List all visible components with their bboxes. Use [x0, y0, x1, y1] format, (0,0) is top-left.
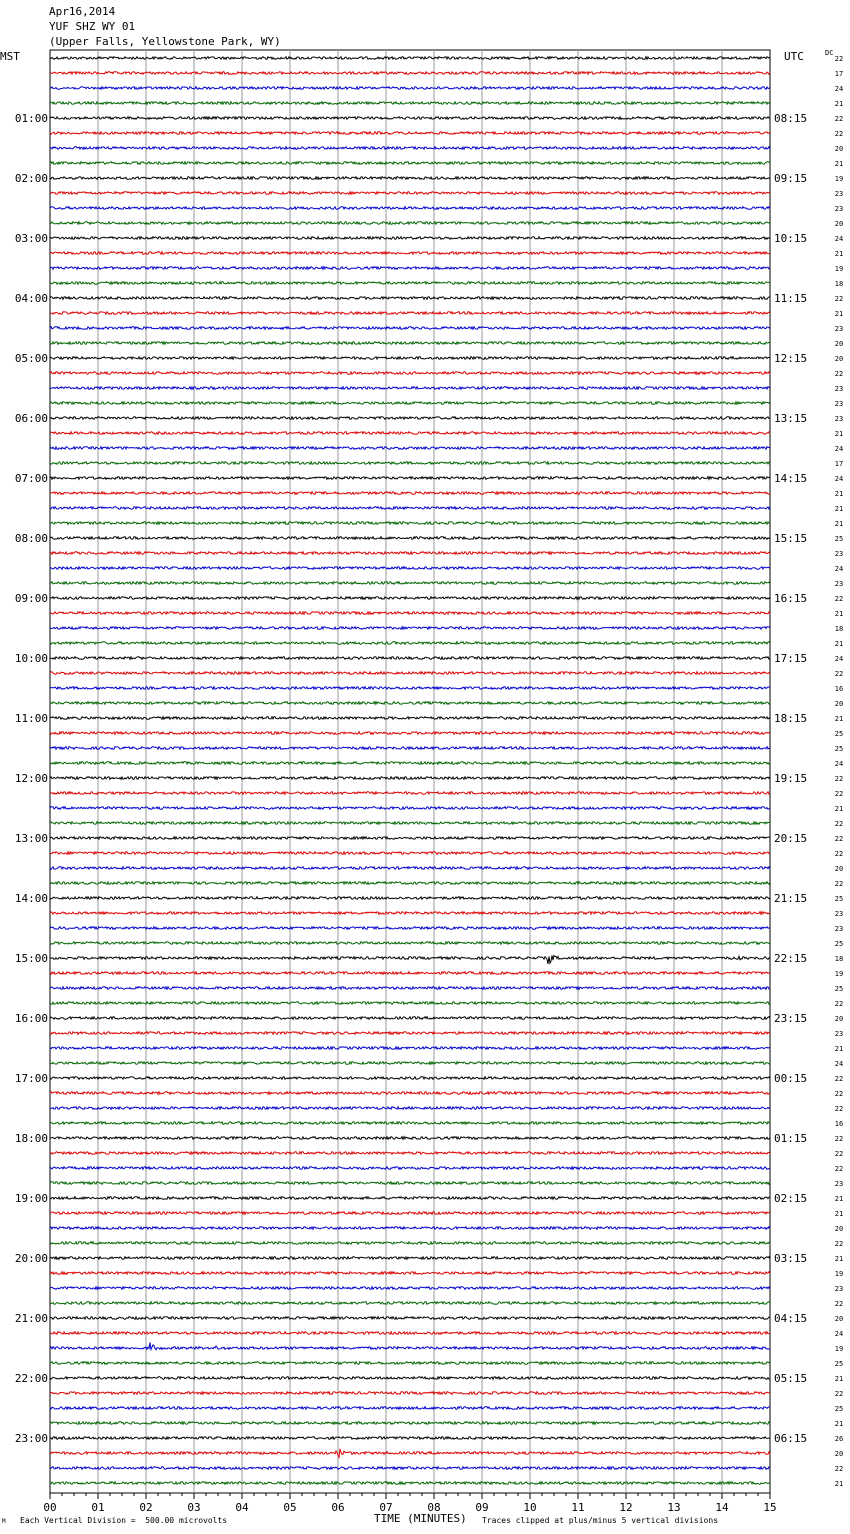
dc-offset-value: 21: [834, 1045, 844, 1053]
left-hour-label: 08:00: [14, 532, 48, 545]
dc-offset-value: 21: [834, 610, 844, 618]
right-hour-label: 00:15: [774, 1072, 808, 1085]
right-hour-label: 20:15: [774, 832, 808, 845]
dc-offset-value: 23: [834, 205, 844, 213]
dc-offset-value: 21: [834, 520, 844, 528]
seismic-trace: [50, 777, 770, 780]
seismic-trace: [50, 552, 770, 555]
seismic-trace: [50, 972, 770, 975]
dc-offset-value: 23: [834, 910, 844, 918]
seismic-trace: [50, 956, 770, 964]
seismic-trace: [50, 372, 770, 375]
right-hour-label: 05:15: [774, 1372, 808, 1385]
dc-offset-value: 22: [834, 115, 844, 123]
right-hour-label: 13:15: [774, 412, 808, 425]
dc-offset-value: 22: [834, 595, 844, 603]
dc-offset-value: 22: [834, 1090, 844, 1098]
seismic-trace: [50, 1482, 770, 1485]
seismic-trace: [50, 1392, 770, 1395]
dc-offset-value: 17: [834, 70, 844, 78]
dc-offset-value: 21: [834, 1195, 844, 1203]
seismic-trace: [50, 1302, 770, 1305]
x-tick-label: 02: [139, 1501, 153, 1514]
dc-offset-value: 24: [834, 1330, 844, 1338]
dc-offset-value: 22: [834, 790, 844, 798]
dc-offset-value: 22: [834, 295, 844, 303]
dc-offset-value: 24: [834, 655, 844, 663]
seismic-trace: [50, 1407, 770, 1410]
seismic-trace: [50, 1227, 770, 1230]
seismic-trace: [50, 282, 770, 285]
left-hour-label: 22:00: [14, 1372, 48, 1385]
right-hour-label: 01:15: [774, 1132, 808, 1145]
dc-offset-value: 25: [834, 730, 844, 738]
seismic-trace: [50, 1017, 770, 1020]
dc-offset-value: 22: [834, 1300, 844, 1308]
seismic-trace: [50, 1332, 770, 1335]
dc-offset-value: 23: [834, 415, 844, 423]
dc-offset-value: 19: [834, 175, 844, 183]
dc-offset-value: 23: [834, 385, 844, 393]
dc-offset-value: 20: [834, 700, 844, 708]
dc-offset-value: 25: [834, 985, 844, 993]
seismic-trace: [50, 567, 770, 570]
x-tick-label: 07: [379, 1501, 393, 1514]
right-hour-label: 17:15: [774, 652, 808, 665]
seismic-trace: [50, 1242, 770, 1245]
dc-offset-value: 23: [834, 1285, 844, 1293]
dc-offset-value: 25: [834, 940, 844, 948]
dc-offset-value: 24: [834, 85, 844, 93]
seismic-trace: [50, 1197, 770, 1200]
seismic-trace: [50, 327, 770, 330]
left-hour-label: 13:00: [14, 832, 48, 845]
seismic-trace: [50, 627, 770, 630]
right-hour-label: 16:15: [774, 592, 808, 605]
left-hour-label: 12:00: [14, 772, 48, 785]
dc-offset-value: 24: [834, 760, 844, 768]
right-hour-label: 08:15: [774, 112, 808, 125]
dc-offset-value: 21: [834, 715, 844, 723]
dc-offset-value: 26: [834, 1435, 844, 1443]
right-hour-label: 09:15: [774, 172, 808, 185]
seismic-trace: [50, 1077, 770, 1080]
dc-offset-value: 21: [834, 160, 844, 168]
seismic-trace: [50, 342, 770, 345]
left-hour-label: 01:00: [14, 112, 48, 125]
seismic-trace: [50, 417, 770, 420]
seismic-trace: [50, 822, 770, 825]
station-code: YUF SHZ WY 01: [49, 20, 136, 33]
x-tick-label: 15: [763, 1501, 777, 1514]
dc-offset-value: 19: [834, 1345, 844, 1353]
x-tick-label: 05: [283, 1501, 297, 1514]
dc-offset-value: 21: [834, 1480, 844, 1488]
seismic-trace: [50, 1467, 770, 1470]
clip-note: Traces clipped at plus/minus 5 vertical divisions: [482, 1516, 719, 1525]
dc-offset-value: 19: [834, 265, 844, 273]
dc-offset-value: 21: [834, 1375, 844, 1383]
dc-offset-value: 20: [834, 220, 844, 228]
seismic-trace: [50, 447, 770, 450]
dc-offset-value: 22: [834, 1150, 844, 1158]
seismic-trace: [50, 672, 770, 675]
right-hour-label: 03:15: [774, 1252, 808, 1265]
left-hour-label: 14:00: [14, 892, 48, 905]
dc-offset-value: 21: [834, 430, 844, 438]
dc-offset-value: 22: [834, 1165, 844, 1173]
seismic-trace: [50, 147, 770, 150]
left-hour-label: 05:00: [14, 352, 48, 365]
left-timezone-label: MST: [0, 50, 20, 63]
dc-offset-value: 24: [834, 445, 844, 453]
dc-offset-value: 20: [834, 1015, 844, 1023]
seismic-trace: [50, 927, 770, 930]
seismic-trace: [50, 1272, 770, 1275]
seismic-trace: [50, 57, 770, 60]
dc-offset-value: 21: [834, 1255, 844, 1263]
seismic-trace: [50, 387, 770, 390]
dc-offset-value: 24: [834, 235, 844, 243]
dc-offset-value: 23: [834, 580, 844, 588]
scale-note: Each Vertical Division = 500.00 microvolts: [20, 1516, 228, 1525]
dc-offset-value: 22: [834, 1000, 844, 1008]
x-tick-label: 08: [427, 1501, 441, 1514]
seismic-trace: [50, 867, 770, 870]
left-hour-label: 20:00: [14, 1252, 48, 1265]
dc-offset-value: 22: [834, 880, 844, 888]
right-timezone-label: UTC: [784, 50, 804, 63]
seismic-trace: [50, 1377, 770, 1380]
dc-offset-value: 23: [834, 325, 844, 333]
seismic-trace: [50, 237, 770, 240]
dc-offset-value: 19: [834, 970, 844, 978]
seismic-trace: [50, 897, 770, 900]
plot-date: Apr16,2014: [49, 5, 116, 18]
dc-offset-value: 21: [834, 805, 844, 813]
seismic-trace: [50, 1422, 770, 1425]
dc-offset-value: 22: [834, 1105, 844, 1113]
seismic-trace: [50, 762, 770, 765]
dc-offset-value: 21: [834, 310, 844, 318]
x-tick-label: 13: [667, 1501, 681, 1514]
left-hour-label: 19:00: [14, 1192, 48, 1205]
seismic-trace: [50, 162, 770, 165]
dc-offset-value: 25: [834, 535, 844, 543]
plot-frame: [50, 50, 770, 1493]
seismic-trace: [50, 72, 770, 75]
dc-offset-value: 22: [834, 1075, 844, 1083]
dc-offset-value: 25: [834, 1360, 844, 1368]
seismic-trace: [50, 747, 770, 750]
seismic-trace: [50, 132, 770, 135]
seismic-trace: [50, 207, 770, 210]
seismic-trace: [50, 732, 770, 735]
left-hour-label: 02:00: [14, 172, 48, 185]
seismic-trace: [50, 102, 770, 105]
seismic-trace: [50, 117, 770, 120]
right-hour-label: 10:15: [774, 232, 808, 245]
right-hour-label: 02:15: [774, 1192, 808, 1205]
dc-offset-value: 25: [834, 745, 844, 753]
dc-offset-value: 24: [834, 1060, 844, 1068]
left-hour-label: 09:00: [14, 592, 48, 605]
left-hour-label: 15:00: [14, 952, 48, 965]
dc-offset-value: 23: [834, 1030, 844, 1038]
left-hour-label: 11:00: [14, 712, 48, 725]
dc-offset-value: 22: [834, 1465, 844, 1473]
dc-offset-value: 22: [834, 775, 844, 783]
seismic-trace: [50, 1107, 770, 1110]
seismic-trace: [50, 1122, 770, 1125]
right-hour-label: 19:15: [774, 772, 808, 785]
seismic-trace: [50, 702, 770, 705]
right-hour-label: 15:15: [774, 532, 808, 545]
right-hour-label: 14:15: [774, 472, 808, 485]
seismic-trace: [50, 222, 770, 225]
seismic-trace: [50, 1182, 770, 1185]
dc-offset-value: 22: [834, 850, 844, 858]
seismic-trace: [50, 432, 770, 435]
dc-offset-label: DC: [825, 49, 834, 57]
right-hour-label: 22:15: [774, 952, 808, 965]
dc-offset-value: 21: [834, 505, 844, 513]
x-axis-label: TIME (MINUTES): [374, 1512, 467, 1525]
dc-offset-value: 18: [834, 955, 844, 963]
dc-offset-value: 23: [834, 1180, 844, 1188]
dc-offset-value: 18: [834, 625, 844, 633]
dc-offset-value: 22: [834, 820, 844, 828]
seismic-trace: [50, 1062, 770, 1065]
right-hour-label: 23:15: [774, 1012, 808, 1025]
seismic-trace: [50, 882, 770, 885]
seismic-trace: [50, 1212, 770, 1215]
corner-mark: M: [2, 1518, 6, 1525]
seismic-trace: [50, 1287, 770, 1290]
seismic-trace: [50, 987, 770, 990]
x-tick-label: 10: [523, 1501, 537, 1514]
seismic-trace: [50, 402, 770, 405]
seismic-trace: [50, 687, 770, 690]
x-tick-label: 09: [475, 1501, 489, 1514]
seismic-trace: [50, 1257, 770, 1260]
seismic-trace: [50, 1152, 770, 1155]
left-hour-label: 23:00: [14, 1432, 48, 1445]
dc-offset-value: 23: [834, 190, 844, 198]
right-hour-label: 11:15: [774, 292, 808, 305]
x-tick-label: 04: [235, 1501, 249, 1514]
dc-offset-value: 20: [834, 355, 844, 363]
x-tick-label: 06: [331, 1501, 345, 1514]
seismic-trace: [50, 1437, 770, 1440]
dc-offset-value: 25: [834, 895, 844, 903]
dc-offset-value: 18: [834, 280, 844, 288]
seismic-trace: [50, 1032, 770, 1035]
x-tick-label: 14: [715, 1501, 729, 1514]
dc-offset-value: 16: [834, 685, 844, 693]
seismic-trace: [50, 1362, 770, 1365]
right-hour-label: 18:15: [774, 712, 808, 725]
seismic-trace: [50, 357, 770, 360]
dc-offset-value: 21: [834, 1210, 844, 1218]
dc-offset-value: 20: [834, 1225, 844, 1233]
dc-offset-value: 19: [834, 1270, 844, 1278]
seismic-trace: [50, 1317, 770, 1320]
left-hour-label: 21:00: [14, 1312, 48, 1325]
dc-offset-value: 20: [834, 145, 844, 153]
seismic-trace: [50, 477, 770, 480]
dc-offset-value: 16: [834, 1120, 844, 1128]
x-tick-label: 12: [619, 1501, 633, 1514]
x-tick-label: 01: [91, 1501, 105, 1514]
seismic-trace: [50, 942, 770, 945]
dc-offset-value: 22: [834, 1135, 844, 1143]
seismic-trace: [50, 807, 770, 810]
dc-offset-value: 23: [834, 925, 844, 933]
dc-offset-value: 21: [834, 250, 844, 258]
seismic-trace: [50, 492, 770, 495]
seismic-trace: [50, 312, 770, 315]
seismic-trace: [50, 87, 770, 90]
dc-offset-value: 21: [834, 100, 844, 108]
seismic-trace: [50, 642, 770, 645]
seismic-trace: [50, 177, 770, 180]
left-hour-label: 17:00: [14, 1072, 48, 1085]
seismic-trace: [50, 507, 770, 510]
seismic-trace: [50, 1137, 770, 1140]
seismic-trace: [50, 537, 770, 540]
seismic-trace: [50, 462, 770, 465]
left-hour-label: 07:00: [14, 472, 48, 485]
seismic-trace: [50, 612, 770, 615]
dc-offset-value: 25: [834, 1405, 844, 1413]
seismic-trace: [50, 522, 770, 525]
x-tick-label: 11: [571, 1501, 585, 1514]
dc-offset-value: 22: [834, 55, 844, 63]
seismic-trace: [50, 192, 770, 195]
right-hour-label: 04:15: [774, 1312, 808, 1325]
seismic-trace: [50, 1449, 770, 1458]
seismic-trace: [50, 1002, 770, 1005]
left-hour-label: 16:00: [14, 1012, 48, 1025]
dc-offset-value: 23: [834, 400, 844, 408]
dc-offset-value: 22: [834, 670, 844, 678]
seismic-trace: [50, 297, 770, 300]
dc-offset-value: 20: [834, 1450, 844, 1458]
dc-offset-value: 20: [834, 865, 844, 873]
left-hour-label: 18:00: [14, 1132, 48, 1145]
dc-offset-value: 17: [834, 460, 844, 468]
right-hour-label: 12:15: [774, 352, 808, 365]
dc-offset-value: 21: [834, 640, 844, 648]
dc-offset-value: 24: [834, 565, 844, 573]
seismic-trace: [50, 717, 770, 720]
seismic-trace: [50, 792, 770, 795]
left-hour-label: 10:00: [14, 652, 48, 665]
seismic-trace: [50, 1092, 770, 1095]
dc-offset-value: 24: [834, 475, 844, 483]
right-hour-label: 06:15: [774, 1432, 808, 1445]
dc-offset-value: 23: [834, 550, 844, 558]
seismic-trace: [50, 1167, 770, 1170]
seismic-trace: [50, 252, 770, 255]
seismic-trace: [50, 597, 770, 600]
dc-offset-value: 20: [834, 340, 844, 348]
dc-offset-value: 22: [834, 370, 844, 378]
left-hour-label: 06:00: [14, 412, 48, 425]
seismic-trace: [50, 267, 770, 270]
seismic-trace: [50, 912, 770, 915]
dc-offset-value: 20: [834, 1315, 844, 1323]
seismic-trace: [50, 852, 770, 855]
dc-offset-value: 22: [834, 835, 844, 843]
seismic-trace: [50, 582, 770, 585]
dc-offset-value: 21: [834, 490, 844, 498]
right-hour-label: 21:15: [774, 892, 808, 905]
seismic-trace: [50, 1047, 770, 1050]
dc-offset-value: 22: [834, 1390, 844, 1398]
x-tick-label: 00: [43, 1501, 57, 1514]
dc-offset-value: 22: [834, 130, 844, 138]
x-tick-label: 03: [187, 1501, 201, 1514]
left-hour-label: 04:00: [14, 292, 48, 305]
seismic-trace: [50, 657, 770, 660]
dc-offset-value: 22: [834, 1240, 844, 1248]
dc-offset-value: 21: [834, 1420, 844, 1428]
left-hour-label: 03:00: [14, 232, 48, 245]
station-location: (Upper Falls, Yellowstone Park, WY): [49, 35, 281, 48]
seismic-trace: [50, 1342, 770, 1349]
seismic-trace: [50, 837, 770, 840]
